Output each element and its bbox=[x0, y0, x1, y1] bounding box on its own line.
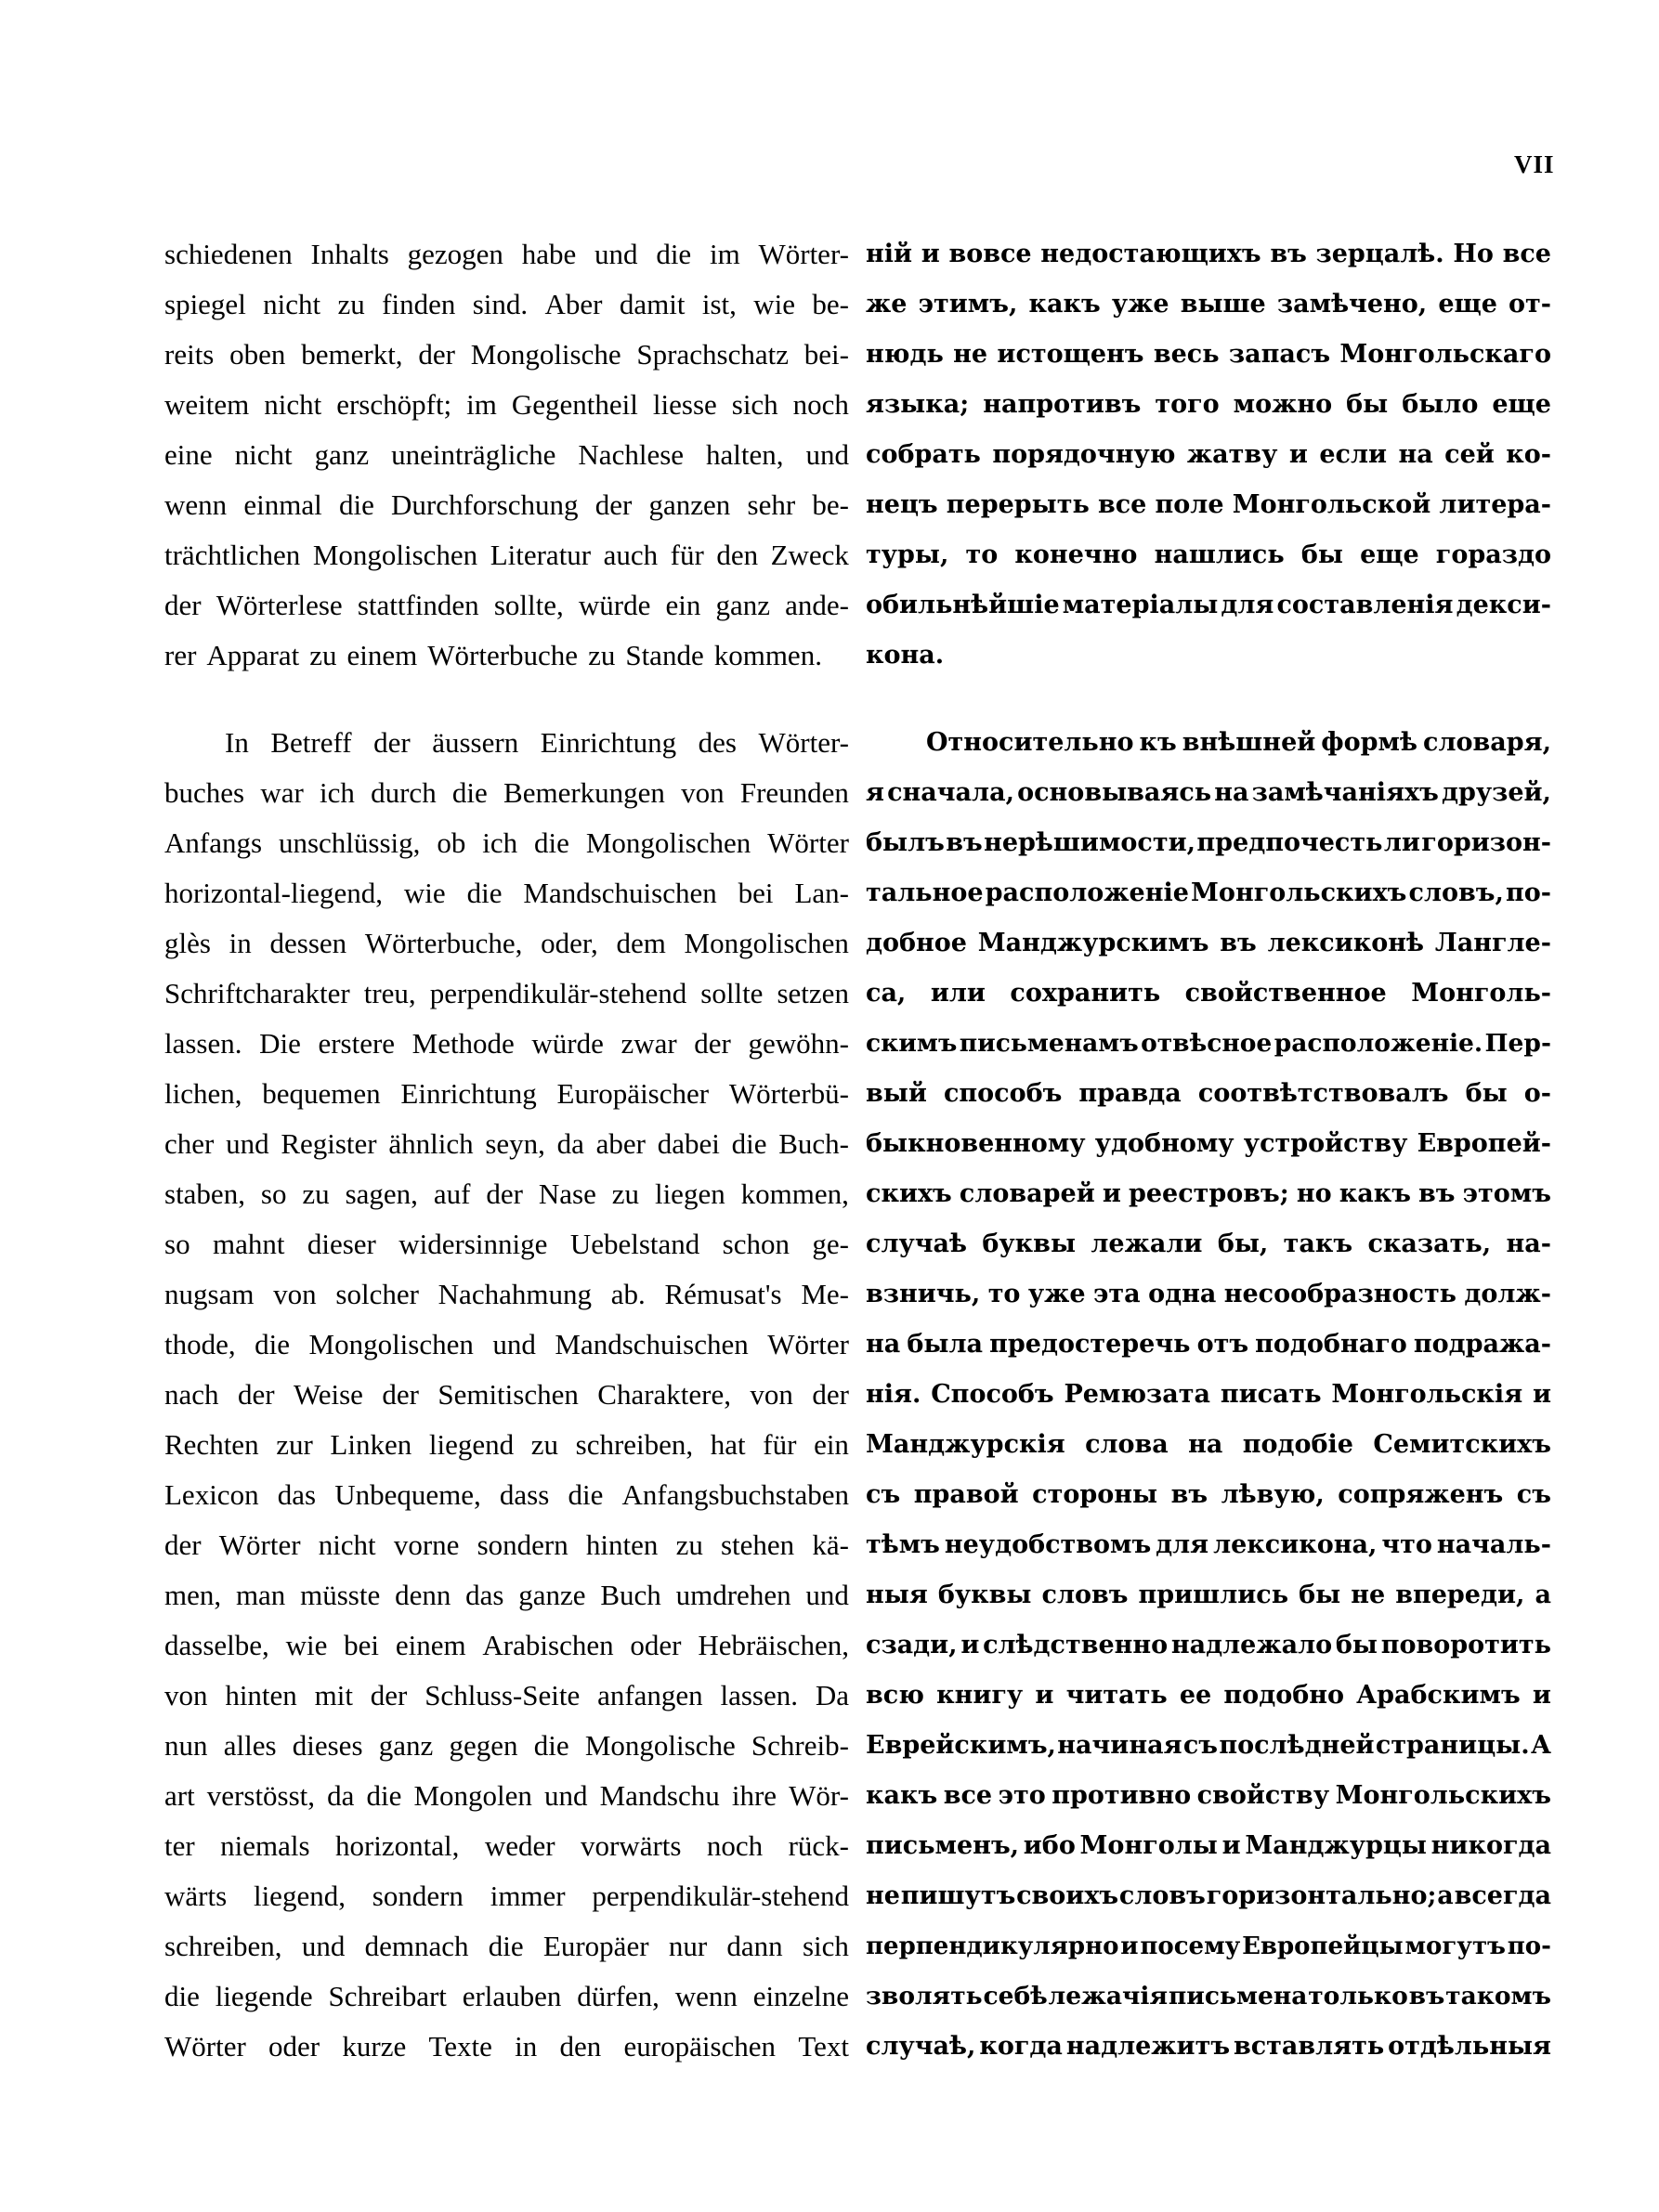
text-line: weitem nicht erschöpft; im Gegentheil liesse sich noch bbox=[164, 388, 849, 421]
text-line: eine nicht ganz uneinträgliche Nachlese halten, und bbox=[164, 438, 849, 471]
text-line: der Wörterlese stattfinden sollte, würde ein ganz ande- bbox=[164, 589, 849, 621]
text-line: reits oben bemerkt, der Mongolische Sprachschatz bei- bbox=[164, 338, 849, 371]
text-line: glès in dessen Wörterbuche, oder, dem Mongolischen bbox=[164, 927, 849, 959]
text-line: lichen, bequemen Einrichtung Europäischer Wörterbü- bbox=[164, 1077, 849, 1110]
text-line: cher und Register ähnlich seyn, da aber dabei die Buch- bbox=[164, 1127, 849, 1160]
text-line: сзади, и слѣдственно надлежало бы поворотить bbox=[866, 1631, 1551, 1659]
text-line: нюдь не истощенъ весь запасъ Монгольскаго bbox=[866, 340, 1551, 369]
text-line: trächtlichen Mongolischen Literatur auch für den Zweck bbox=[164, 539, 849, 571]
text-line: lassen. Die erstere Methode würde zwar der gewöhn- bbox=[164, 1027, 849, 1060]
text-line: какъ все это противно свойству Монгольскихъ bbox=[866, 1781, 1551, 1810]
text-line: нецъ перерыть все поле Монгольской литера- bbox=[866, 490, 1551, 519]
text-line: быкновенному удобному устройству Европей- bbox=[866, 1129, 1551, 1158]
text-line: Манджурскія слова на подобіе Семитскихъ bbox=[866, 1430, 1551, 1459]
text-line: на была предостеречь отъ подобнаго подража- bbox=[866, 1330, 1551, 1359]
text-line: Wörter oder kurze Texte in den europäischen Text bbox=[164, 2030, 849, 2062]
text-line: не пишутъ своихъ словъ горизонтально; а всегда bbox=[866, 1881, 1551, 1910]
text-line: die liegende Schreibart erlauben dürfen, wenn einzelne bbox=[164, 1980, 849, 2012]
text-line: staben, so zu sagen, auf der Nase zu liegen kommen, bbox=[164, 1178, 849, 1210]
text-line: Еврейскимъ, начиная съ послѣдней страницы. А bbox=[866, 1731, 1551, 1760]
text-line: wenn einmal die Durchforschung der ganzen sehr be- bbox=[164, 488, 849, 521]
text-line: buches war ich durch die Bemerkungen von Freunden bbox=[164, 776, 849, 809]
text-line: письменъ, ибо Монголы и Манджурцы никогда bbox=[866, 1831, 1551, 1860]
text-line: са, или сохранить свойственное Монголь- bbox=[866, 979, 1551, 1008]
text-line: случаѣ буквы лежали бы, такъ сказать, на- bbox=[866, 1230, 1551, 1258]
russian-paragraph-2 bbox=[866, 718, 1551, 2072]
text-line: In Betreff der äussern Einrichtung des Wörter- bbox=[225, 726, 849, 759]
text-line: вый способъ правда соотвѣтствовалъ бы о- bbox=[866, 1079, 1551, 1108]
text-line: перпендикулярно и посему Европейцы могутъ по- bbox=[866, 1932, 1551, 1960]
text-line: тальное расположеніе Монгольскихъ словъ, по- bbox=[866, 878, 1551, 907]
text-line: men, man müsste denn das ganze Buch umdrehen und bbox=[164, 1579, 849, 1611]
german-paragraph-2 bbox=[164, 718, 849, 2072]
text-line: обильнѣйшіе матеріалы для составленія декси- bbox=[866, 591, 1551, 619]
text-line: ныя буквы словъ пришлись бы не впереди, а bbox=[866, 1581, 1551, 1609]
german-paragraph-1 bbox=[164, 229, 849, 681]
text-line: тѣмъ неудобствомъ для лексикона, что началь- bbox=[866, 1530, 1551, 1559]
text-line: добное Манджурскимъ въ лексиконѣ Лангле- bbox=[866, 929, 1551, 957]
text-line: schreiben, und demnach die Europäer nur dann sich bbox=[164, 1930, 849, 1962]
text-line: языка; напротивъ того можно бы было еще bbox=[866, 390, 1551, 419]
text-line: Rechten zur Linken liegend zu schreiben, hat für ein bbox=[164, 1428, 849, 1461]
text-line: Schriftcharakter treu, perpendikulär-stehend sollte setzen bbox=[164, 977, 849, 1009]
text-line: so mahnt dieser widersinnige Uebelstand schon ge- bbox=[164, 1228, 849, 1260]
text-line: rer Apparat zu einem Wörterbuche zu Stande kommen. bbox=[164, 639, 822, 671]
text-line: Относительно къ внѣшней формѣ словаря, bbox=[926, 728, 1551, 757]
text-line: art verstösst, da die Mongolen und Mandschu ihre Wör- bbox=[164, 1779, 849, 1812]
text-line: der Wörter nicht vorne sondern hinten zu stehen kä- bbox=[164, 1529, 849, 1561]
text-line: nach der Weise der Semitischen Charaktere, von der bbox=[164, 1378, 849, 1411]
text-line: nugsam von solcher Nachahmung ab. Rémusat's Me- bbox=[164, 1278, 849, 1310]
text-line: нія. Способъ Ремюзата писать Монгольскія и bbox=[866, 1380, 1551, 1409]
text-line: spiegel nicht zu finden sind. Aber damit ist, wie be- bbox=[164, 288, 849, 320]
text-line: von hinten mit der Schluss-Seite anfangen lassen. Da bbox=[164, 1679, 849, 1711]
text-line: dasselbe, wie bei einem Arabischen oder Hebräischen, bbox=[164, 1629, 849, 1661]
text-line: Anfangs unschlüssig, ob ich die Mongolischen Wörter bbox=[164, 826, 849, 859]
page-number: VII bbox=[1514, 150, 1555, 178]
text-line: собрать порядочную жатву и если на сей ко- bbox=[866, 440, 1551, 469]
text-line: Lexicon das Unbequeme, dass die Anfangsbuchstaben bbox=[164, 1478, 849, 1511]
text-line: ній и вовсе недостающихъ въ зерцалѣ. Но все bbox=[866, 240, 1551, 268]
text-line: ter niemals horizontal, weder vorwärts noch rück- bbox=[164, 1829, 849, 1862]
russian-paragraph-1 bbox=[866, 229, 1551, 681]
text-line: всю книгу и читать ее подобно Арабскимъ и bbox=[866, 1681, 1551, 1710]
text-line: скихъ словарей и реестровъ; но какъ въ этомъ bbox=[866, 1179, 1551, 1208]
text-line: же этимъ, какъ уже выше замѣчено, еще от- bbox=[866, 290, 1551, 319]
text-line: туры, то конечно нашлись бы еще гораздо bbox=[866, 540, 1551, 569]
text-line: взничь, то уже эта одна несообразность долж- bbox=[866, 1280, 1551, 1308]
text-line: thode, die Mongolischen und Mandschuischen Wörter bbox=[164, 1328, 849, 1360]
text-line: schiedenen Inhalts gezogen habe und die im Wörter- bbox=[164, 238, 849, 270]
text-line: случаѣ, когда надлежитъ вставлять отдѣльныя bbox=[866, 2032, 1551, 2061]
text-line: скимъ письменамъ отвѣсное расположеніе. Пер- bbox=[866, 1029, 1551, 1058]
text-line: зволять себѣ лежачія письмена только въ такомъ bbox=[866, 1982, 1551, 2010]
text-line: кона. bbox=[866, 641, 945, 670]
text-line: я сначала, основываясь на замѣчаніяхъ друзей, bbox=[866, 778, 1551, 807]
text-line: nun alles dieses ganz gegen die Mongolische Schreib- bbox=[164, 1729, 849, 1762]
text-line: horizontal-liegend, wie die Mandschuischen bei Lan- bbox=[164, 877, 849, 909]
text-line: wärts liegend, sondern immer perpendikulär-stehend bbox=[164, 1880, 849, 1912]
text-line: съ правой стороны въ лѣвую, сопряженъ съ bbox=[866, 1480, 1551, 1509]
text-line: былъ въ нерѣшимости, предпочесть ли горизон- bbox=[866, 828, 1551, 857]
